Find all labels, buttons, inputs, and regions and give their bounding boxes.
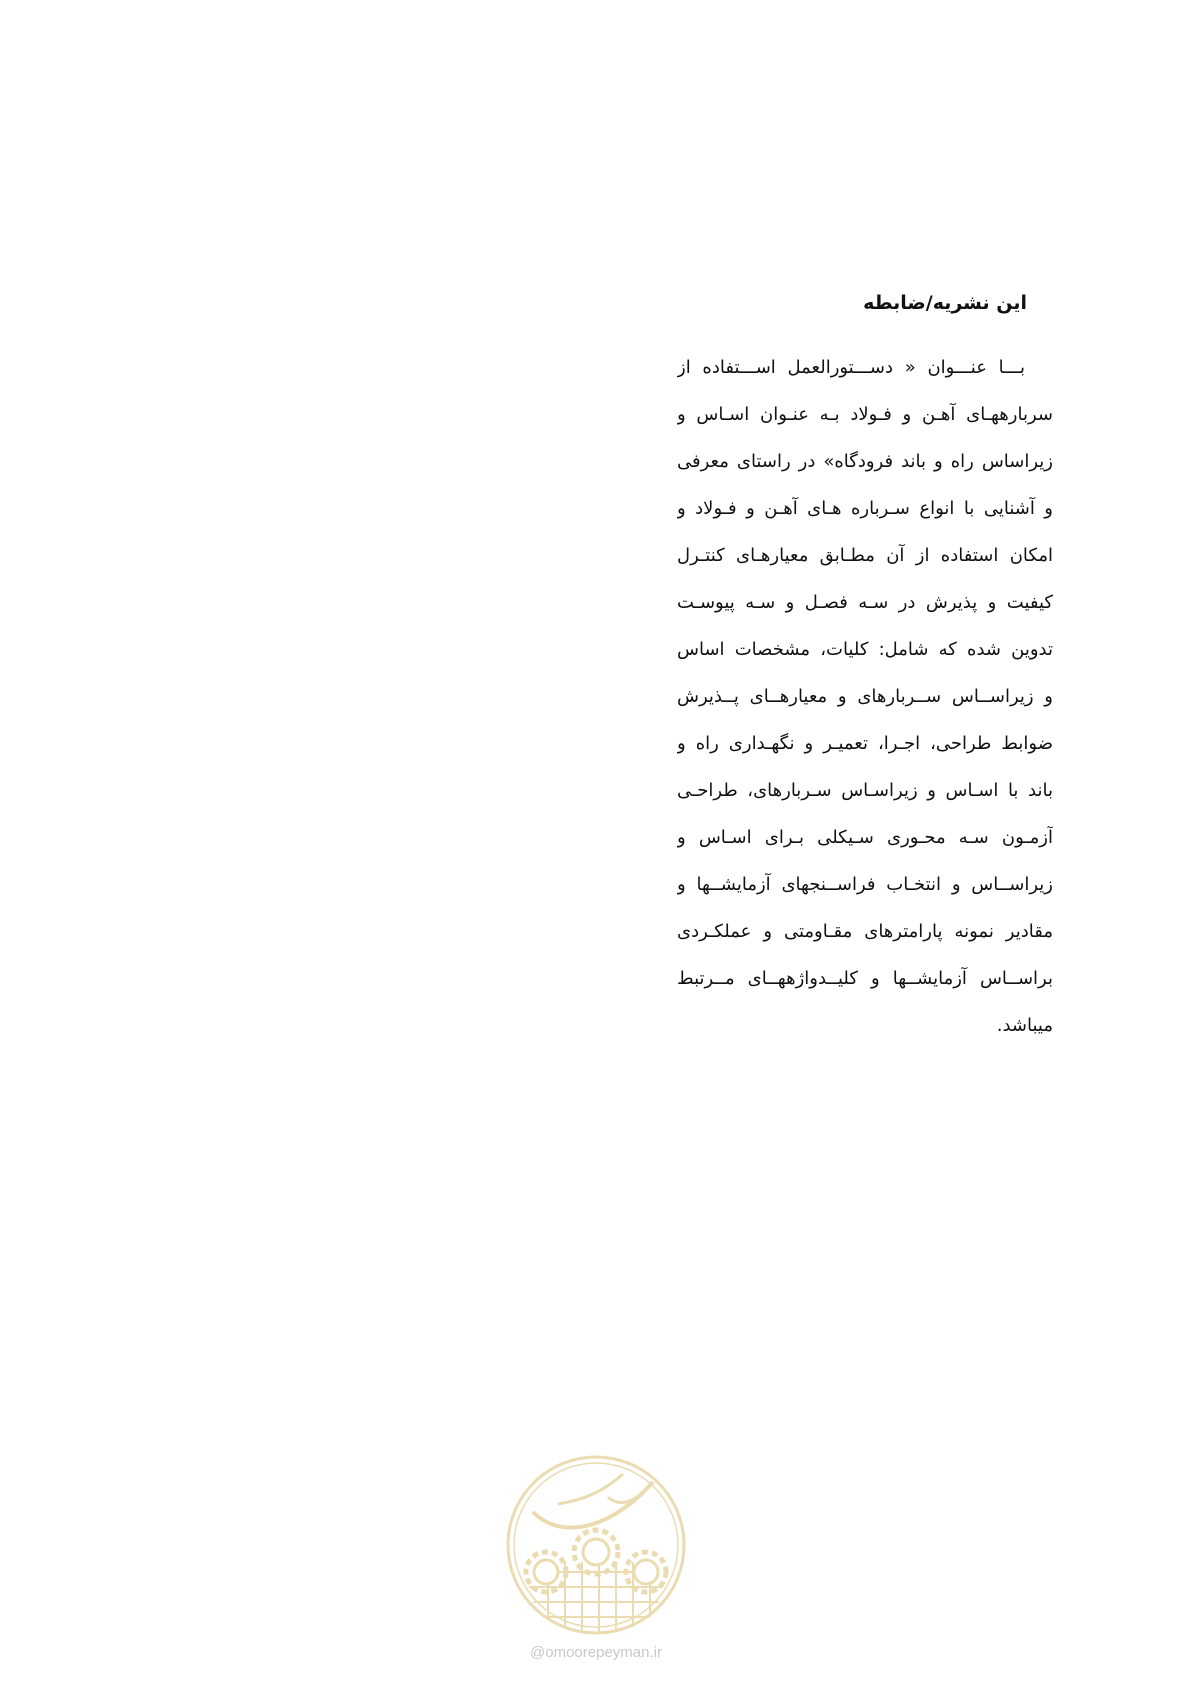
section-heading: این نشریه/ضابطه bbox=[863, 292, 1027, 314]
paragraph-line: آزمـون سـه محـوری سـیکلی بـرای اسـاس و bbox=[677, 827, 1053, 848]
paragraph-line: امکان استفاده از آن مطـابق معیارهـای کنتـرل bbox=[677, 545, 1053, 566]
paragraph-line: براســاس آزمایشــها و کلیــدواژههــای مــرتبط bbox=[677, 968, 1053, 989]
watermark-logo bbox=[503, 1452, 689, 1638]
body-paragraph bbox=[677, 344, 1053, 1049]
paragraph-line: میباشد. bbox=[996, 1015, 1053, 1036]
paragraph-line: سربارههـای آهـن و فـولاد بـه عنـوان اسـاس و bbox=[677, 404, 1053, 425]
paragraph-line: زیراساس راه و باند فرودگاه» در راستای معرفی bbox=[677, 451, 1053, 472]
paragraph-line: تدوین شده که شامل: کلیات، مشخصات اساس bbox=[677, 639, 1053, 660]
paragraph-line: و زیراســاس ســربارهای و معیارهــای پــذیرش bbox=[677, 686, 1053, 707]
paragraph-line: باند با اسـاس و زیراسـاس سـربارهای، طراحـی bbox=[677, 780, 1053, 801]
paragraph-line: مقادیر نمونه پارامترهای مقـاومتی و عملکـردی bbox=[677, 921, 1053, 942]
paragraph-line: کیفیت و پذیرش در سـه فصـل و سـه پیوسـت bbox=[677, 592, 1053, 613]
paragraph-line: و آشنایی با انواع سـرباره هـای آهـن و فـولاد و bbox=[677, 498, 1053, 519]
paragraph-line: ضوابط طراحی، اجـرا، تعمیـر و نگهـداری راه و bbox=[677, 733, 1053, 754]
watermark-website: @omoorepeyman.ir bbox=[530, 1644, 662, 1661]
paragraph-line: بـــا عنـــوان « دســـتورالعمل اســـتفاده از bbox=[677, 357, 1025, 378]
paragraph-line: زیراســاس و انتخـاب فراســنجهای آزمایشــها و bbox=[677, 874, 1053, 895]
